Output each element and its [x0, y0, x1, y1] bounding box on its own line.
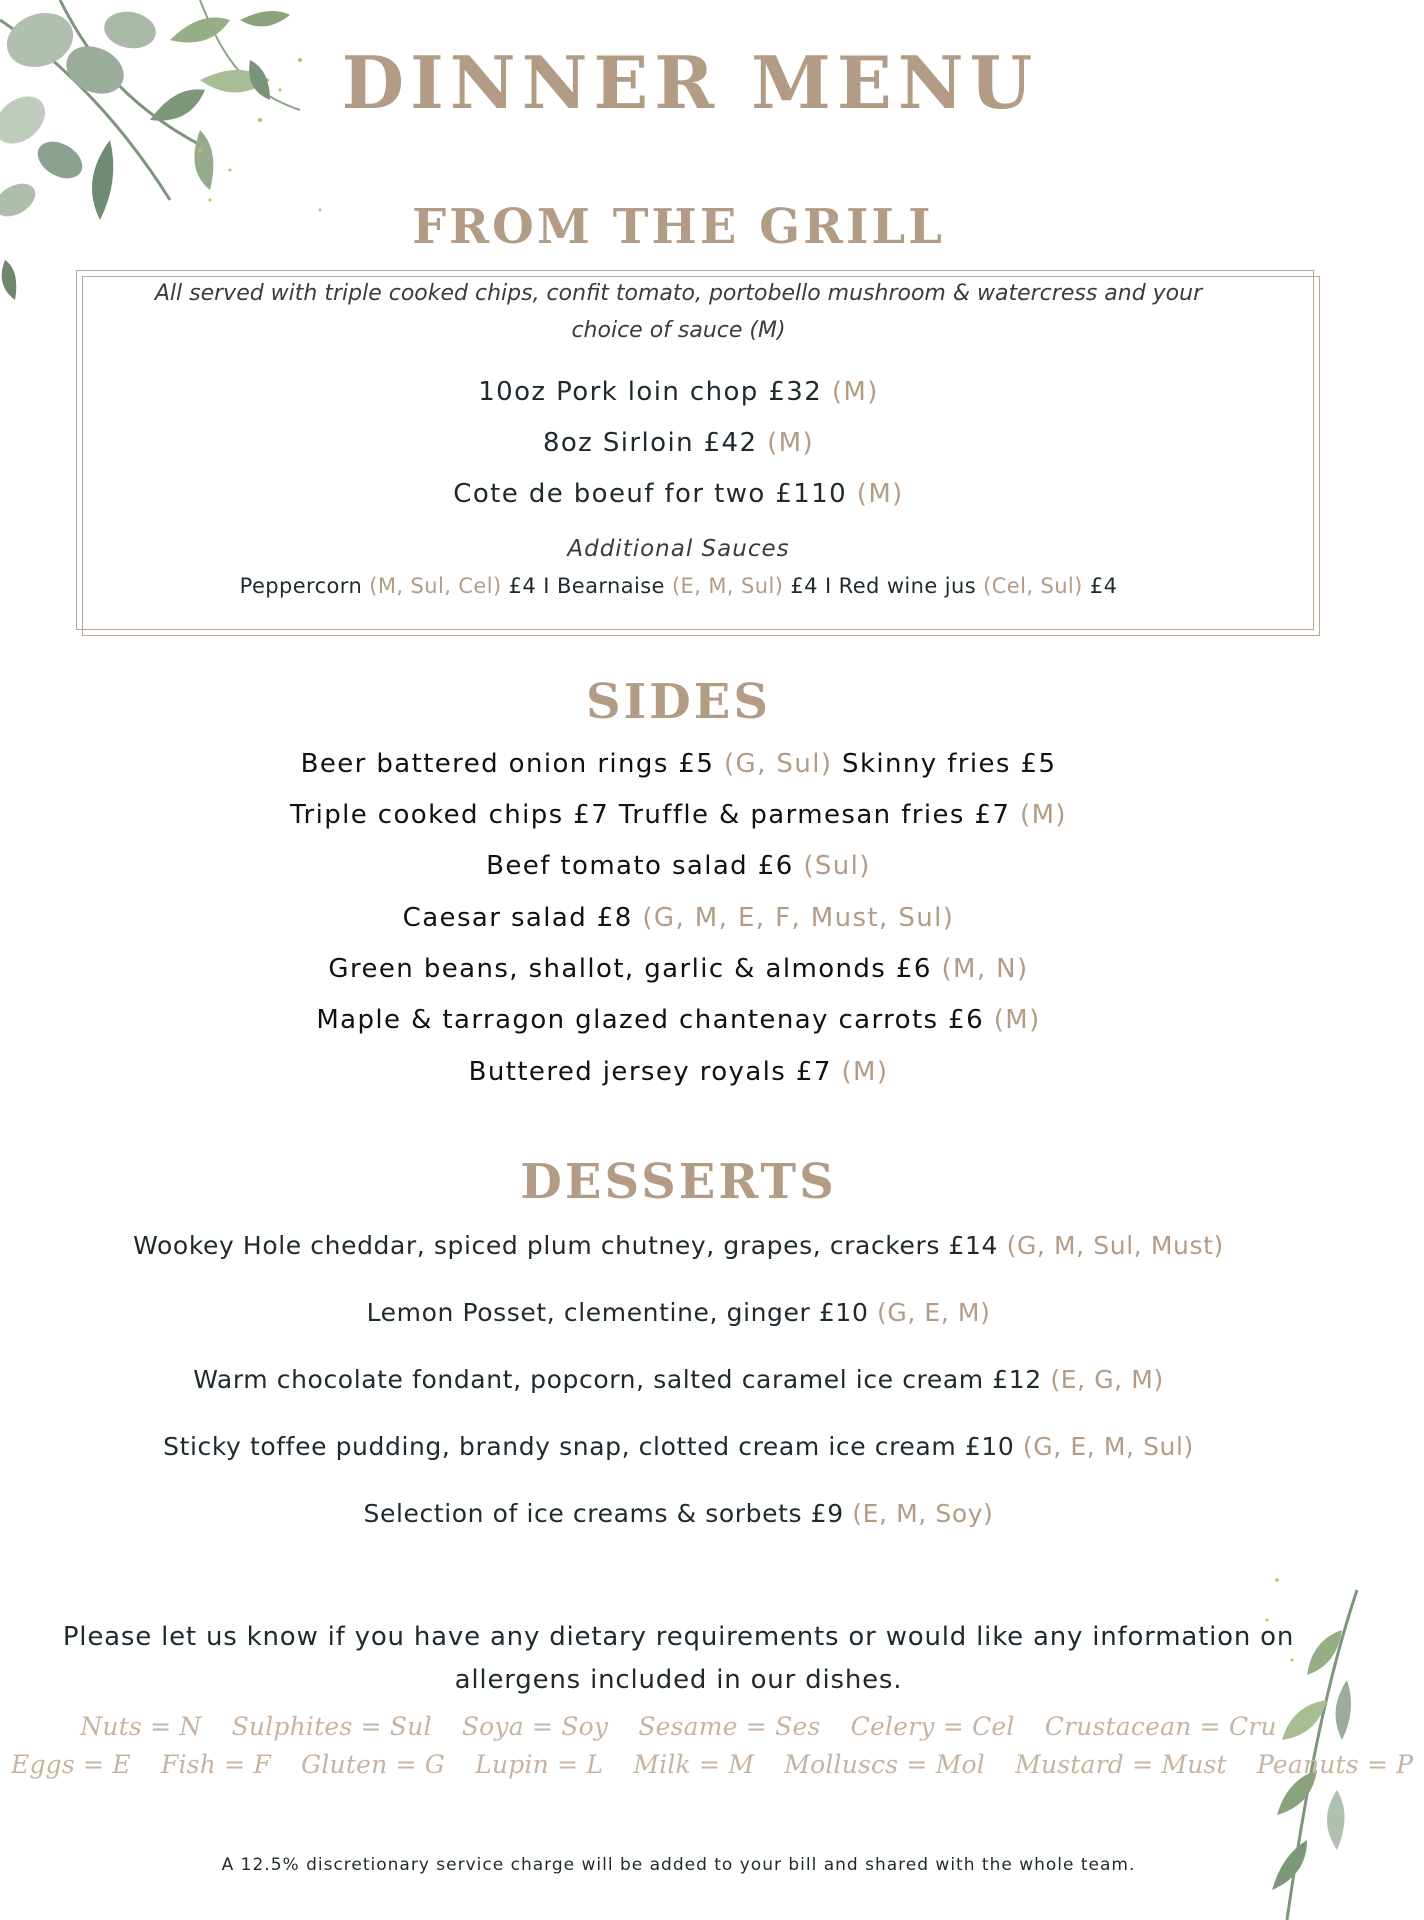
- legend-entry: Nuts = N: [80, 1712, 202, 1741]
- grill-intro-line2: choice of sauce (M): [571, 318, 786, 343]
- dessert-item-allergens: (E, G, M): [1050, 1365, 1164, 1394]
- side-item-allergens: (M): [993, 1005, 1041, 1035]
- dessert-item-allergens: (G, E, M, Sul): [1022, 1432, 1194, 1461]
- legend-entry: Peanuts = P: [1256, 1750, 1414, 1779]
- sauce-price: £4 I: [790, 574, 832, 598]
- side-item-text: Green beans, shallot, garlic & almonds £6: [328, 954, 932, 984]
- side-item-text: Maple & tarragon glazed chantenay carrots £6: [316, 1005, 985, 1035]
- dessert-item: [0, 1298, 1357, 1327]
- grill-item: [0, 377, 1357, 407]
- legend-entry: Sesame = Ses: [638, 1712, 821, 1741]
- dessert-item: [0, 1231, 1357, 1260]
- sauce-price: £4 I: [508, 574, 550, 598]
- legend-entry: Soya = Soy: [461, 1712, 609, 1741]
- dessert-item-text: Sticky toffee pudding, brandy snap, clotted cream ice cream £10: [163, 1432, 1015, 1461]
- legend-entry: Milk = M: [633, 1750, 755, 1779]
- legend-entry: Gluten = G: [301, 1750, 445, 1779]
- grill-intro-line1: All served with triple cooked chips, confit tomato, portobello mushroom & watercress and your: [154, 281, 1203, 306]
- sauce-name: Red wine jus: [838, 574, 977, 598]
- dessert-item-allergens: (G, E, M): [877, 1298, 991, 1327]
- dessert-item-allergens: (G, M, Sul, Must): [1006, 1231, 1224, 1260]
- legend-entry: Crustacean = Cru: [1044, 1712, 1277, 1741]
- allergen-legend-row2: [0, 1750, 1414, 1779]
- sauce-allergens: (M, Sul, Cel): [369, 574, 502, 598]
- grill-item-text: Cote de boeuf for two £110: [453, 479, 848, 509]
- sauce-price: £4: [1089, 574, 1118, 598]
- grill-item: [0, 428, 1357, 458]
- side-item: [0, 954, 1357, 984]
- dessert-item: [0, 1432, 1357, 1461]
- sides-heading: SIDES: [586, 674, 771, 730]
- dessert-item: [0, 1365, 1357, 1394]
- side-item-text: Beer battered onion rings £5: [300, 749, 715, 779]
- sauces-heading: Additional Sauces: [567, 536, 790, 562]
- legend-entry: Molluscs = Mol: [784, 1750, 985, 1779]
- allergen-legend-row1: [0, 1712, 1357, 1741]
- dietary-notice-line2: allergens included in our dishes.: [454, 1665, 903, 1695]
- desserts-heading: DESSERTS: [520, 1154, 837, 1210]
- side-item-allergens: (G, Sul): [724, 749, 833, 779]
- grill-item: [0, 479, 1357, 509]
- dessert-item: [0, 1499, 1357, 1528]
- side-item-text: Buttered jersey royals £7: [468, 1057, 832, 1087]
- sauce-name: Peppercorn: [239, 574, 363, 598]
- side-item-allergens: (M): [841, 1057, 889, 1087]
- side-item-allergens: (M): [1020, 800, 1067, 830]
- dessert-item-text: Warm chocolate fondant, popcorn, salted caramel ice cream £12: [193, 1365, 1042, 1394]
- sauce-allergens: (Cel, Sul): [983, 574, 1083, 598]
- legend-entry: Lupin = L: [475, 1750, 604, 1779]
- legend-entry: Eggs = E: [11, 1750, 131, 1779]
- dietary-notice-line1: Please let us know if you have any dietary requirements or would like any information on: [62, 1622, 1295, 1652]
- side-item: [0, 800, 1357, 830]
- side-item: [0, 903, 1357, 933]
- side-item: [0, 749, 1357, 779]
- side-item-text: Triple cooked chips £7 Truffle & parmesan fries £7: [290, 800, 1011, 830]
- side-item-text: Skinny fries £5: [842, 749, 1057, 779]
- legend-entry: Celery = Cel: [850, 1712, 1015, 1741]
- dessert-item-text: Lemon Posset, clementine, ginger £10: [366, 1298, 869, 1327]
- grill-item-allergens: (M): [856, 479, 904, 509]
- sauces-list: [0, 574, 1357, 598]
- side-item-text: Beef tomato salad £6: [486, 851, 794, 881]
- side-item: [0, 1005, 1357, 1035]
- menu-title: DINNER MENU: [341, 40, 1039, 125]
- grill-item-text: 8oz Sirloin £42: [542, 428, 758, 458]
- dessert-item-allergens: (E, M, Soy): [852, 1499, 994, 1528]
- grill-heading: FROM THE GRILL: [412, 199, 945, 255]
- side-item-text: Caesar salad £8: [402, 903, 633, 933]
- sauce-allergens: (E, M, Sul): [671, 574, 784, 598]
- side-item: [0, 1057, 1357, 1087]
- side-item-allergens: (Sul): [803, 851, 871, 881]
- grill-item-text: 10oz Pork loin chop £32: [478, 377, 823, 407]
- legend-entry: Mustard = Must: [1015, 1750, 1227, 1779]
- dessert-item-text: Selection of ice creams & sorbets £9: [363, 1499, 844, 1528]
- legend-entry: Sulphites = Sul: [231, 1712, 432, 1741]
- dessert-item-text: Wookey Hole cheddar, spiced plum chutney, grapes, crackers £14: [133, 1231, 999, 1260]
- side-item-allergens: (G, M, E, F, Must, Sul): [642, 903, 955, 933]
- service-charge-note: A 12.5% discretionary service charge will be added to your bill and shared with the whole team.: [221, 1855, 1136, 1875]
- side-item-allergens: (M, N): [941, 954, 1029, 984]
- side-item: [0, 851, 1357, 881]
- grill-item-allergens: (M): [831, 377, 879, 407]
- grill-item-allergens: (M): [767, 428, 815, 458]
- legend-entry: Fish = F: [160, 1750, 271, 1779]
- sauce-name: Bearnaise: [556, 574, 665, 598]
